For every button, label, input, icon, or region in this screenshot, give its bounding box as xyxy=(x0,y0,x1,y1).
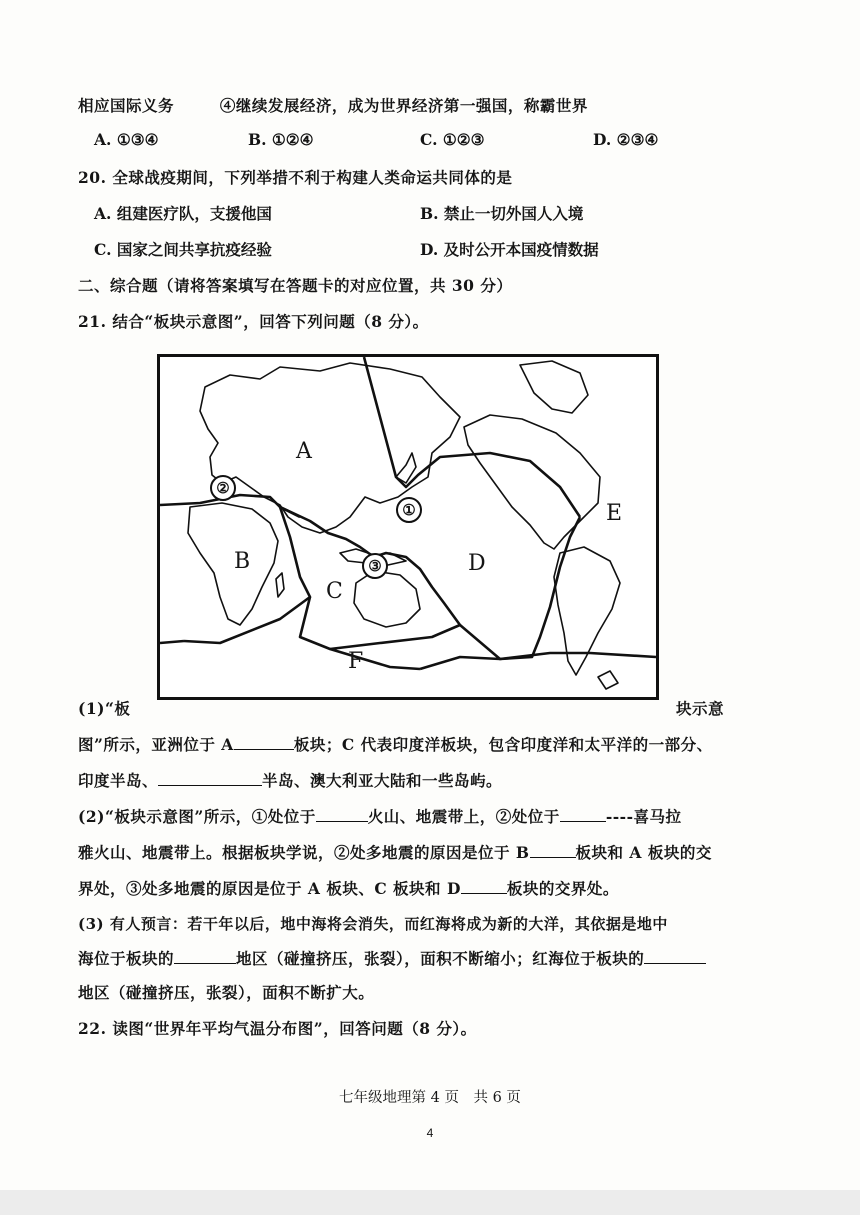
coastline-antarctica xyxy=(598,671,618,689)
coastline-greenland xyxy=(520,361,588,413)
page-number: 4 xyxy=(426,1126,434,1140)
blank-4[interactable] xyxy=(560,807,606,822)
plate-label-e: E xyxy=(606,501,623,526)
plate-map xyxy=(157,354,659,700)
q19-option-d: D. ②③④ xyxy=(593,130,659,149)
marker-1: ① xyxy=(396,497,422,523)
marker-3: ③ xyxy=(362,553,388,579)
q21-p1-l3a: 印度半岛、 xyxy=(78,771,159,790)
q21-p2-l3a: 界处，③处多地震的原因是位于 A 板块、C 板块和 D xyxy=(78,879,461,898)
q19-option-b: B. ①②④ xyxy=(248,130,314,149)
q21-p1-line3 xyxy=(78,769,502,791)
q20-option-d: D. 及时公开本国疫情数据 xyxy=(420,240,599,259)
q20-option-b: B. 禁止一切外国人入境 xyxy=(420,204,584,223)
q20-option-a: A. 组建医疗队，支援他国 xyxy=(94,204,272,223)
q19-item-4: ④继续发展经济，成为世界经济第一强国，称霸世界 xyxy=(219,96,588,115)
boundary-pacific-antarctic xyxy=(330,649,420,669)
plate-label-a: A xyxy=(296,439,312,464)
q21-p1-end: 块示意 xyxy=(676,699,725,718)
q21-p2-line3 xyxy=(78,877,619,899)
q21-p2-l1c: ----喜马拉 xyxy=(605,807,682,826)
q21-p1-l2b: 板块；C 代表印度洋板块，包含印度洋和太平洋的一部分、 xyxy=(293,735,713,754)
q20-option-c: C. 国家之间共享抗疫经验 xyxy=(94,240,272,259)
q22-stem: 22. 读图“世界年平均气温分布图”，回答问题（8 分）。 xyxy=(78,1019,477,1038)
q19-option-c: C. ①②③ xyxy=(420,130,485,149)
q21-p2-l1b: 火山、地震带上，②处位于 xyxy=(367,807,560,826)
boundary-antarctic xyxy=(420,653,656,669)
q19-line-tail xyxy=(78,94,588,116)
q21-p2-l2b: 板块和 A 板块的交 xyxy=(575,843,712,862)
q21-p1-l3b: 半岛、澳大利亚大陆和一些岛屿。 xyxy=(262,771,503,790)
blank-1[interactable] xyxy=(234,735,294,750)
blank-5[interactable] xyxy=(530,843,576,858)
q21-p2-l2a: 雅火山、地震带上。根据板块学说，②处多地震的原因是位于 B xyxy=(78,843,530,862)
boundary-africa-indian xyxy=(184,507,310,643)
boundary-africa-antarctic xyxy=(160,641,184,643)
q20-stem: 20. 全球战疫期间，下列举措不利于构建人类命运共同体的是 xyxy=(78,168,513,187)
plate-map-drawing xyxy=(160,357,656,697)
scan-bottom-band xyxy=(0,1190,860,1215)
blank-2[interactable] xyxy=(158,771,262,786)
coastline-africa xyxy=(188,503,278,625)
q21-p3-line2 xyxy=(78,947,706,969)
q21-p1-l2a: 图”所示，亚洲位于 A xyxy=(78,735,234,754)
blank-8[interactable] xyxy=(644,949,706,964)
coastline-north-america xyxy=(464,415,600,549)
marker-2: ② xyxy=(210,475,236,501)
plate-label-f: F xyxy=(348,649,364,674)
q21-p1-start: (1)“板 xyxy=(78,699,131,718)
plate-label-b: B xyxy=(234,549,251,574)
q21-p3-l2b: 地区（碰撞挤压，张裂），面积不断缩小；红海位于板块的 xyxy=(236,949,645,968)
q19-option-a: A. ①③④ xyxy=(94,130,159,149)
coastline-south-america xyxy=(554,547,620,675)
plate-label-c: C xyxy=(326,579,343,604)
plate-label-d: D xyxy=(468,551,486,576)
q21-p2-l3b: 板块的交界处。 xyxy=(506,879,619,898)
blank-7[interactable] xyxy=(174,949,236,964)
q19-tail-text: 相应国际义务 xyxy=(78,96,175,115)
q21-p2-line1 xyxy=(78,805,682,827)
blank-3[interactable] xyxy=(316,807,368,822)
q21-p1-line2 xyxy=(78,733,713,755)
coastline-australia xyxy=(354,571,420,627)
blank-6[interactable] xyxy=(461,879,507,894)
q21-p3-line3: 地区（碰撞挤压，张裂），面积不断扩大。 xyxy=(78,983,375,1002)
boundary-eurasia-pacific xyxy=(364,357,580,517)
coastline-madagascar xyxy=(276,573,284,597)
page-footer: 七年级地理第 4 页 共 6 页 xyxy=(339,1090,521,1106)
q21-stem: 21. 结合“板块示意图”，回答下列问题（8 分）。 xyxy=(78,312,429,331)
section-2-heading: 二、综合题（请将答案填写在答题卡的对应位置，共 30 分） xyxy=(78,276,513,295)
q21-p2-line2 xyxy=(78,841,712,863)
q21-p3-l2a: 海位于板块的 xyxy=(78,949,175,968)
q21-p2-l1a: (2)“板块示意图”所示，①处位于 xyxy=(78,807,316,826)
q21-p3-line1: (3) 有人预言：若干年以后，地中海将会消失，而红海将成为新的大洋，其依据是地中 xyxy=(78,915,668,933)
